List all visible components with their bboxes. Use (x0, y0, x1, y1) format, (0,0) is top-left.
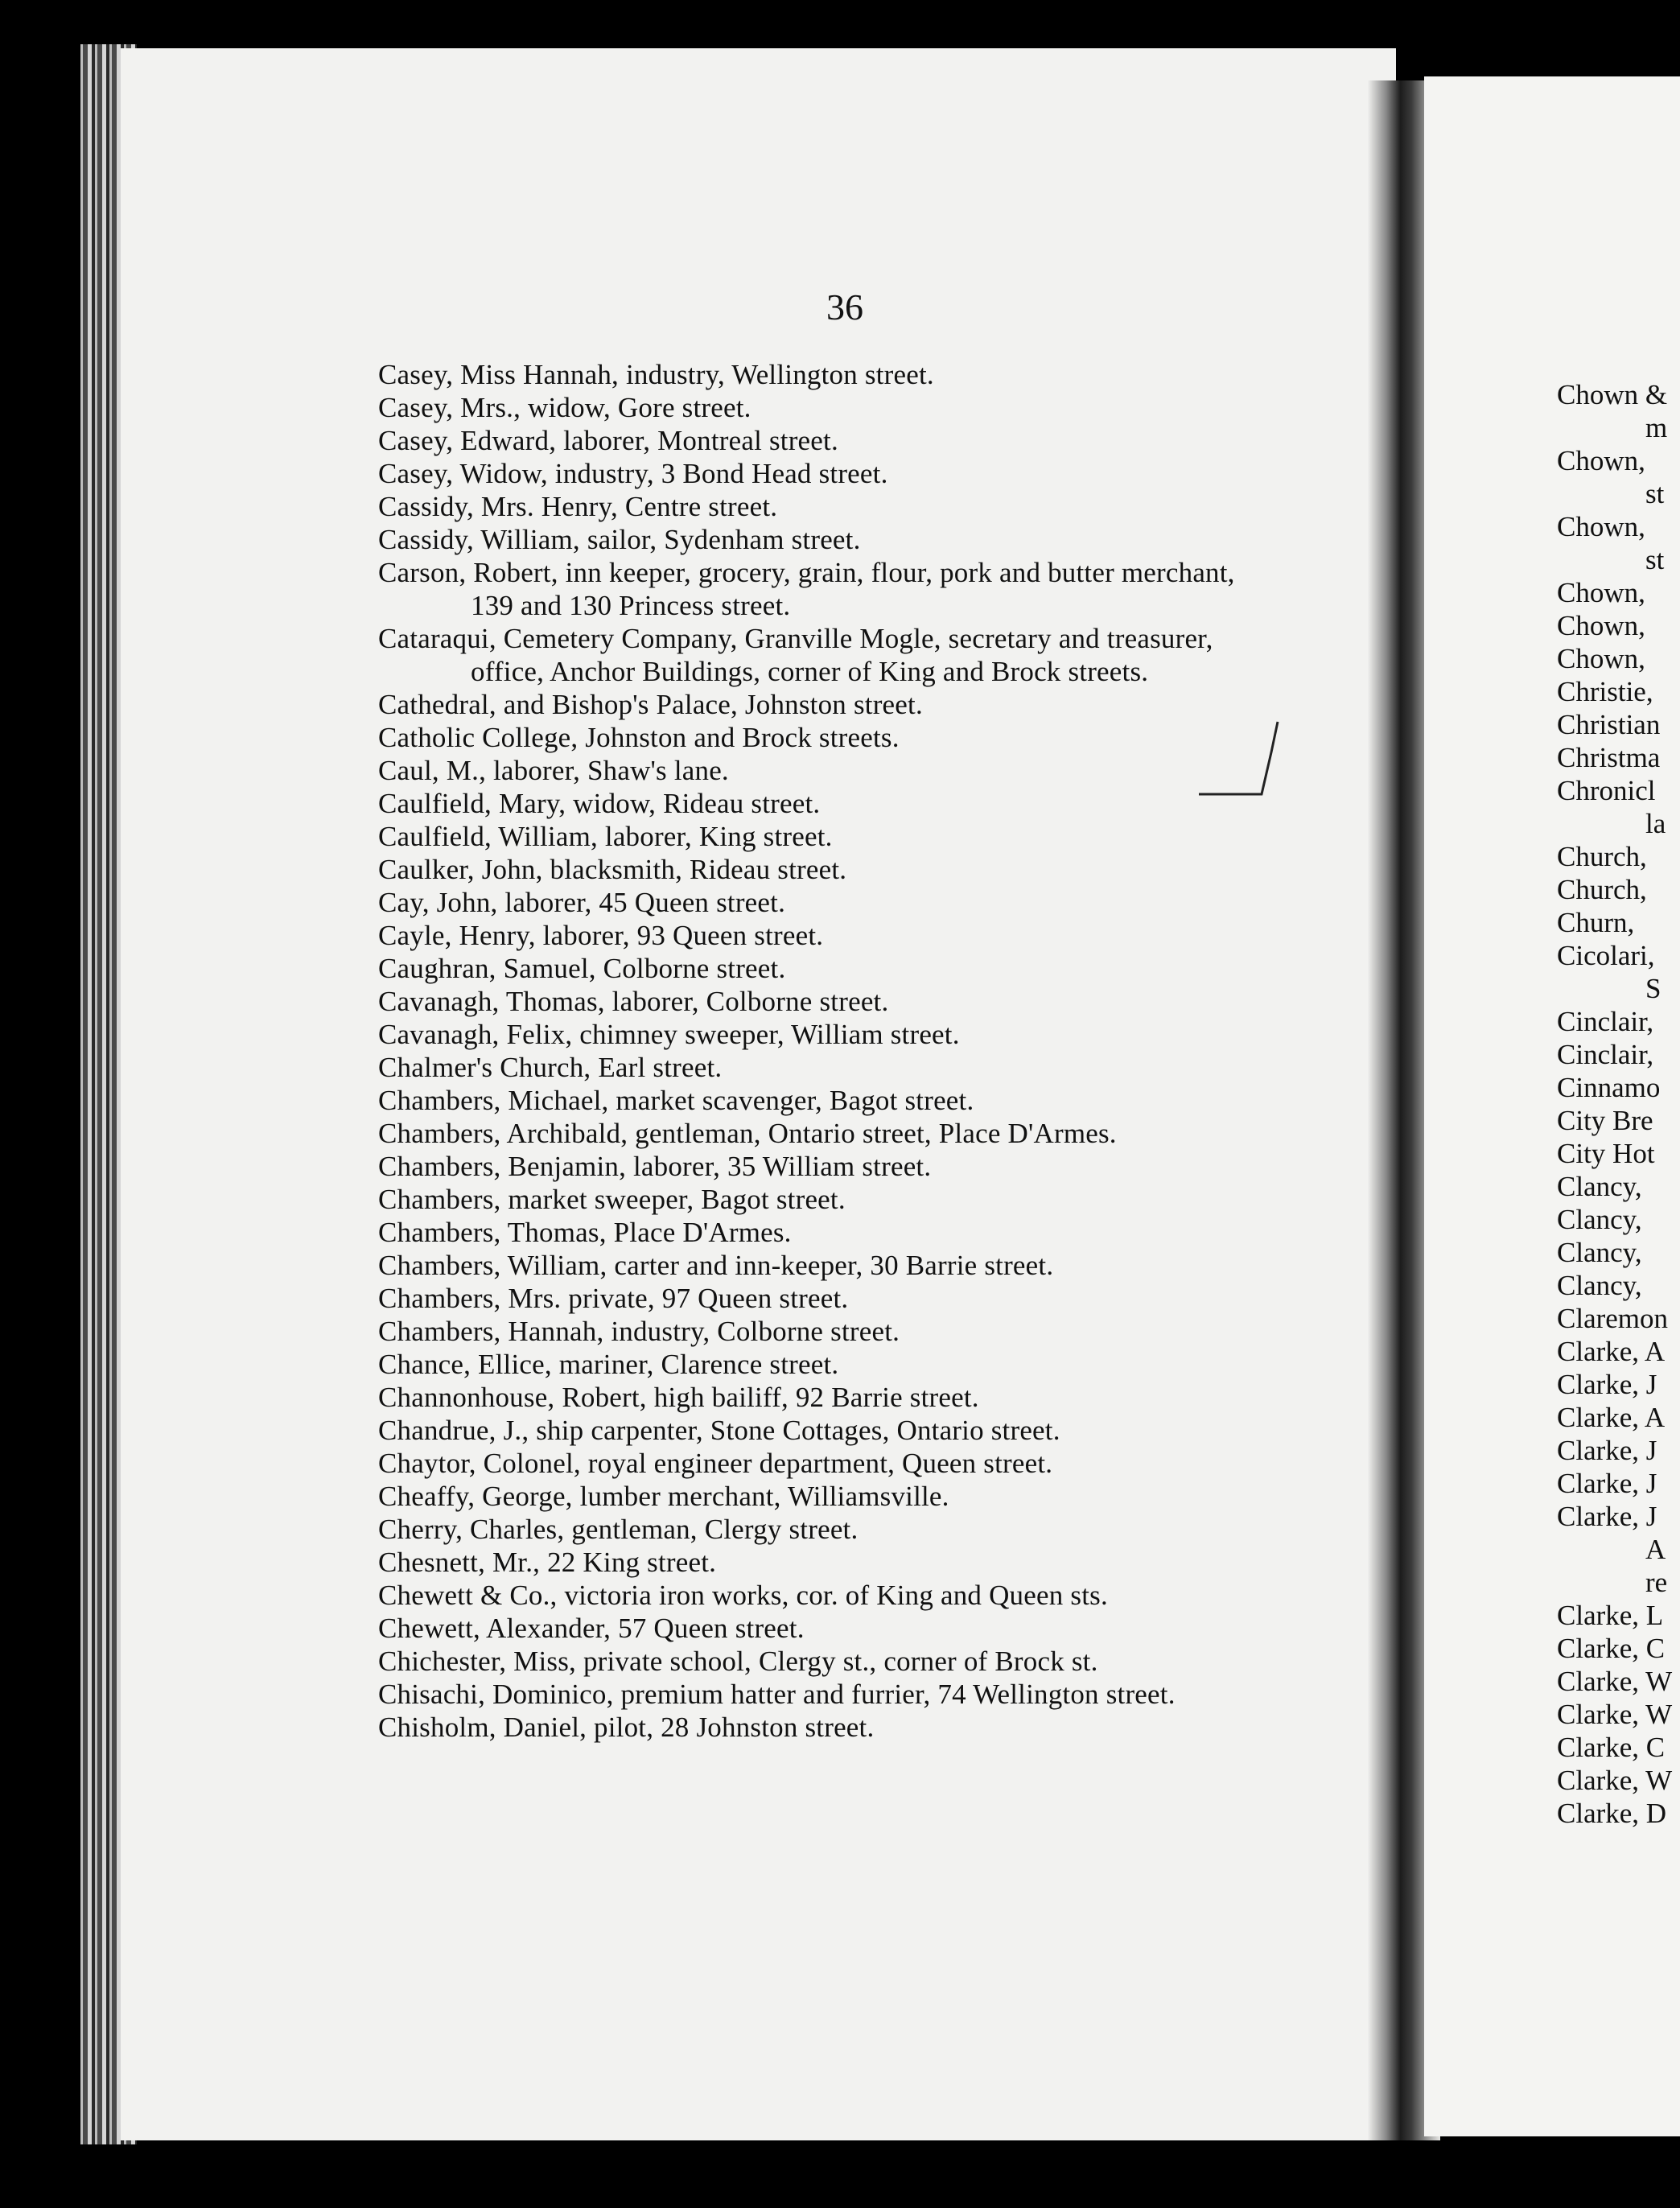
right-page-entry-fragment: Clarke, C (1557, 1633, 1666, 1664)
right-page-entry-fragment: Clarke, D (1557, 1798, 1667, 1829)
directory-entry: Chambers, Michael, market scavenger, Bagot street. (378, 1085, 974, 1116)
page-number: 36 (826, 286, 863, 327)
right-page-entry-fragment: Cinnamo (1557, 1072, 1661, 1103)
right-page-entry-fragment: Chown, (1557, 610, 1645, 641)
right-page-entry-fragment: Cinclair, (1557, 1039, 1654, 1070)
directory-entry: Chichester, Miss, private school, Clergy st., corner of Brock st. (378, 1646, 1098, 1677)
directory-entry: Cheaffy, George, lumber merchant, Williamsville. (378, 1481, 949, 1512)
directory-entry: Chaytor, Colonel, royal engineer department, Queen street. (378, 1448, 1053, 1479)
directory-entry: Caulker, John, blacksmith, Rideau street. (378, 854, 847, 885)
right-page-entry-fragment: Clarke, W (1557, 1765, 1673, 1796)
directory-entries (378, 358, 1271, 1744)
directory-entry: Cay, John, laborer, 45 Queen street. (378, 887, 786, 918)
directory-entry: Chambers, Archibald, gentleman, Ontario street, Place D'Armes. (378, 1118, 1117, 1149)
right-page-entry-fragment: Clarke, J (1557, 1369, 1657, 1400)
directory-entry: Chambers, William, carter and inn-keeper, 30 Barrie street. (378, 1250, 1054, 1281)
right-page-entry-fragment: re (1645, 1567, 1668, 1598)
directory-entry: Chandrue, J., ship carpenter, Stone Cottages, Ontario street. (378, 1415, 1060, 1446)
directory-entry: Chambers, Mrs. private, 97 Queen street. (378, 1283, 849, 1314)
directory-entry: Caughran, Samuel, Colborne street. (378, 953, 786, 984)
right-page-entry-fragment: Christma (1557, 742, 1661, 773)
right-page-entry-fragment: la (1645, 808, 1666, 839)
directory-entry: Chambers, Thomas, Place D'Armes. (378, 1217, 792, 1248)
right-page-entry-fragment: Clarke, J (1557, 1501, 1657, 1532)
right-page-entry-fragment: Clarke, A (1557, 1402, 1666, 1433)
right-page-entry-fragment: Clarke, J (1557, 1468, 1657, 1499)
right-page-entry-fragment: Clancy, (1557, 1204, 1642, 1235)
directory-entry: Chalmer's Church, Earl street. (378, 1052, 723, 1083)
directory-entry: Casey, Mrs., widow, Gore street. (378, 392, 751, 423)
directory-entry: Cassidy, Mrs. Henry, Centre street. (378, 491, 778, 522)
right-page-entry-fragment: Clarke, J (1557, 1435, 1657, 1466)
right-page-entry-fragment: Clarke, W (1557, 1699, 1673, 1730)
directory-entry: Carson, Robert, inn keeper, grocery, grain, flour, pork and butter merchant, 139 and 130 Princess street. (378, 557, 1235, 621)
directory-entry: Chambers, Benjamin, laborer, 35 William street. (378, 1151, 932, 1182)
right-page-entry-fragment: Clarke, W (1557, 1666, 1673, 1697)
directory-entry: Cayle, Henry, laborer, 93 Queen street. (378, 920, 824, 951)
right-page-entry-fragment: Chown, (1557, 511, 1645, 542)
right-page-entry-fragment: Clarke, A (1557, 1336, 1666, 1367)
right-page-entry-fragment: Chown, (1557, 577, 1645, 608)
right-page-entry-fragment: Clancy, (1557, 1270, 1642, 1301)
right-page-entry-fragment: Clancy, (1557, 1237, 1642, 1268)
directory-entry: Cavanagh, Thomas, laborer, Colborne street. (378, 986, 889, 1017)
directory-entry: Chambers, market sweeper, Bagot street. (378, 1184, 846, 1215)
right-page-entry-fragment: City Bre (1557, 1105, 1653, 1136)
right-page-entry-fragment: Church, (1557, 841, 1647, 872)
right-page-entry-fragment: Chown, (1557, 643, 1645, 674)
directory-entry: Caulfield, William, laborer, King street. (378, 821, 833, 852)
directory-entry: Casey, Miss Hannah, industry, Wellington street. (378, 359, 934, 390)
directory-entry: Chambers, Hannah, industry, Colborne street. (378, 1316, 900, 1347)
right-page-entries (1557, 378, 1680, 1830)
directory-entry: Cavanagh, Felix, chimney sweeper, William street. (378, 1019, 960, 1050)
directory-entry: Chewett & Co., victoria iron works, cor. of King and Queen sts. (378, 1580, 1108, 1611)
right-page-entry-fragment: Cinclair, (1557, 1006, 1654, 1037)
directory-entry: Caul, M., laborer, Shaw's lane. (378, 755, 729, 786)
directory-entry: Chisachi, Dominico, premium hatter and furrier, 74 Wellington street. (378, 1679, 1176, 1710)
right-page-entry-fragment: Chown & (1557, 379, 1668, 410)
directory-entry: Cataraqui, Cemetery Company, Granville Mogle, secretary and treasurer, office, Anchor Buildings, corner of King and Brock streets. (378, 623, 1213, 687)
directory-entry: Chance, Ellice, mariner, Clarence street. (378, 1349, 839, 1380)
right-page-entry-fragment: Christian (1557, 709, 1661, 740)
right-page-entry-fragment: A (1645, 1534, 1666, 1565)
directory-entry: Cherry, Charles, gentleman, Clergy street. (378, 1514, 859, 1545)
right-page-entry-fragment: Christie, (1557, 676, 1653, 707)
pencil-bracket-mark (1191, 720, 1287, 801)
directory-entry: Casey, Edward, laborer, Montreal street. (378, 425, 838, 456)
right-page-entry-fragment: Chown, (1557, 445, 1645, 476)
directory-entry: Caulfield, Mary, widow, Rideau street. (378, 788, 821, 819)
directory-entry: Chisholm, Daniel, pilot, 28 Johnston street. (378, 1712, 875, 1743)
right-page-entry-fragment: Chronicl (1557, 775, 1656, 806)
right-page-entry-fragment: Clancy, (1557, 1171, 1642, 1202)
directory-entry: Channonhouse, Robert, high bailiff, 92 Barrie street. (378, 1382, 979, 1413)
directory-entry: Catholic College, Johnston and Brock streets. (378, 722, 900, 753)
right-page-entry-fragment: City Hot (1557, 1138, 1655, 1169)
directory-entry: Chewett, Alexander, 57 Queen street. (378, 1613, 805, 1644)
right-page-entry-fragment: Clarke, L (1557, 1600, 1664, 1631)
right-page-entry-fragment: S (1645, 973, 1661, 1004)
right-page-entry-fragment: m (1645, 412, 1668, 443)
right-page-entry-fragment: Claremon (1557, 1303, 1669, 1334)
right-page-entry-fragment: Churn, (1557, 907, 1635, 938)
right-page-entry-fragment: st (1645, 478, 1665, 509)
directory-entry: Cathedral, and Bishop's Palace, Johnston street. (378, 689, 923, 720)
directory-entry: Casey, Widow, industry, 3 Bond Head street. (378, 458, 888, 489)
right-page-entry-fragment: Church, (1557, 874, 1647, 905)
right-page-entry-fragment: Clarke, C (1557, 1732, 1666, 1763)
directory-entry: Cassidy, William, sailor, Sydenham street. (378, 524, 861, 555)
right-page-entry-fragment: Cicolari, (1557, 940, 1655, 971)
right-page-entry-fragment: st (1645, 544, 1665, 575)
directory-entry: Chesnett, Mr., 22 King street. (378, 1547, 717, 1578)
